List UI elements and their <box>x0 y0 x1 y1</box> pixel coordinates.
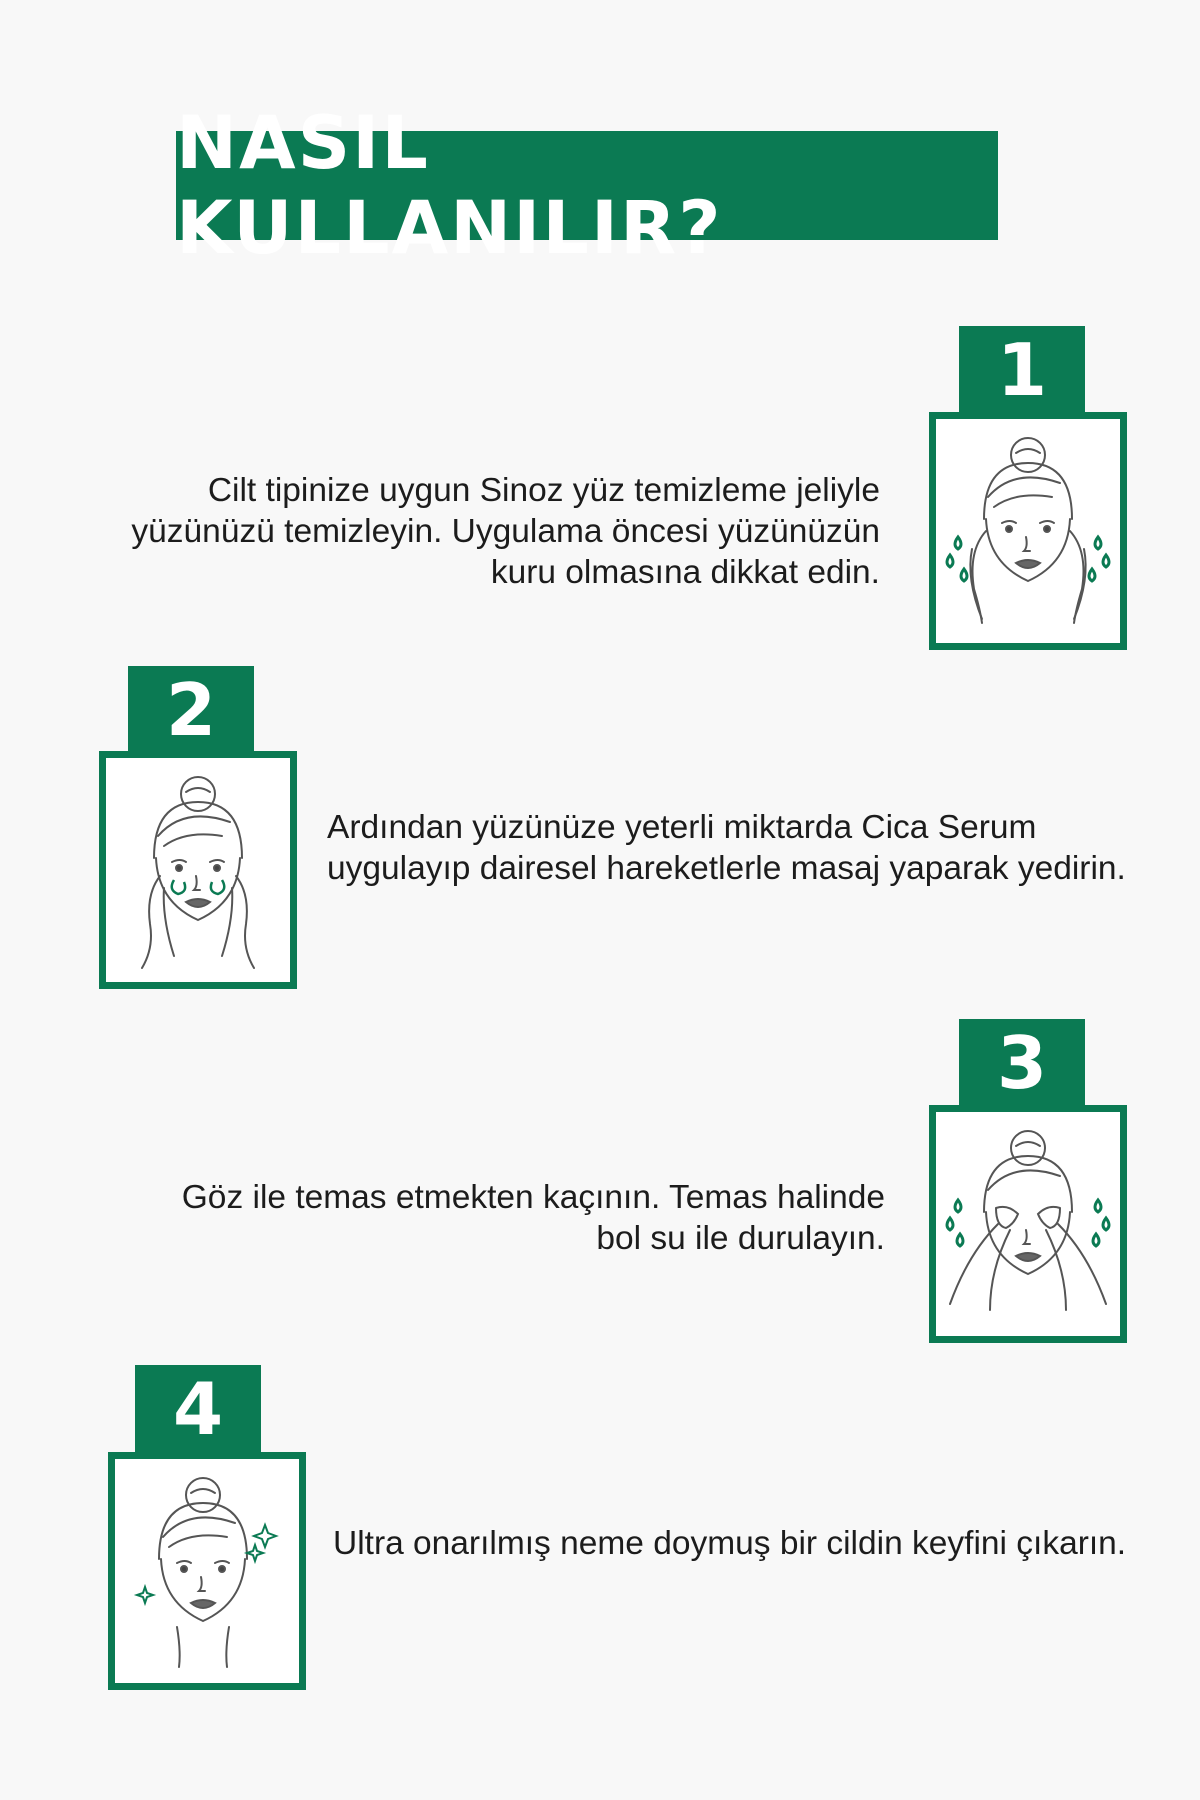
step-description: Ultra onarılmış neme doymuş bir cildin keyfini çıkarın. <box>333 1525 1127 1562</box>
step-number-badge <box>135 1365 261 1452</box>
step-description: Göz ile temas etmekten kaçının. Temas halinde bol su ile durulayın. <box>181 1179 885 1257</box>
step-description: Cilt tipinize uygun Sinoz yüz temizleme jeliyle yüzünüzü temizleyin. Uygulama öncesi yüzünüzün kuru olmasına dikkat edin. <box>131 472 880 591</box>
face-massage-icon <box>106 758 290 982</box>
face-rinse-icon <box>936 1112 1120 1336</box>
step-number-badge <box>128 666 254 753</box>
step-number: 2 <box>165 667 217 752</box>
page-title: NASIL KULLANILIR? <box>176 100 723 271</box>
step-description: Ardından yüzünüze yeterli miktarda Cica Serum uygulayıp dairesel hareketlerle masaj yaparak yedirin. <box>327 809 1126 887</box>
step-number: 4 <box>172 1366 224 1451</box>
glowing-face-icon <box>115 1459 299 1683</box>
step-illustration-frame <box>929 1105 1127 1343</box>
step-illustration-frame <box>929 412 1127 650</box>
step-number: 1 <box>996 327 1048 412</box>
face-washing-icon <box>936 419 1120 643</box>
step-number-badge <box>959 326 1085 413</box>
step-illustration-frame <box>99 751 297 989</box>
step-number: 3 <box>996 1020 1048 1105</box>
step-illustration-frame <box>108 1452 306 1690</box>
page-title-banner <box>176 100 998 271</box>
step-number-badge <box>959 1019 1085 1106</box>
